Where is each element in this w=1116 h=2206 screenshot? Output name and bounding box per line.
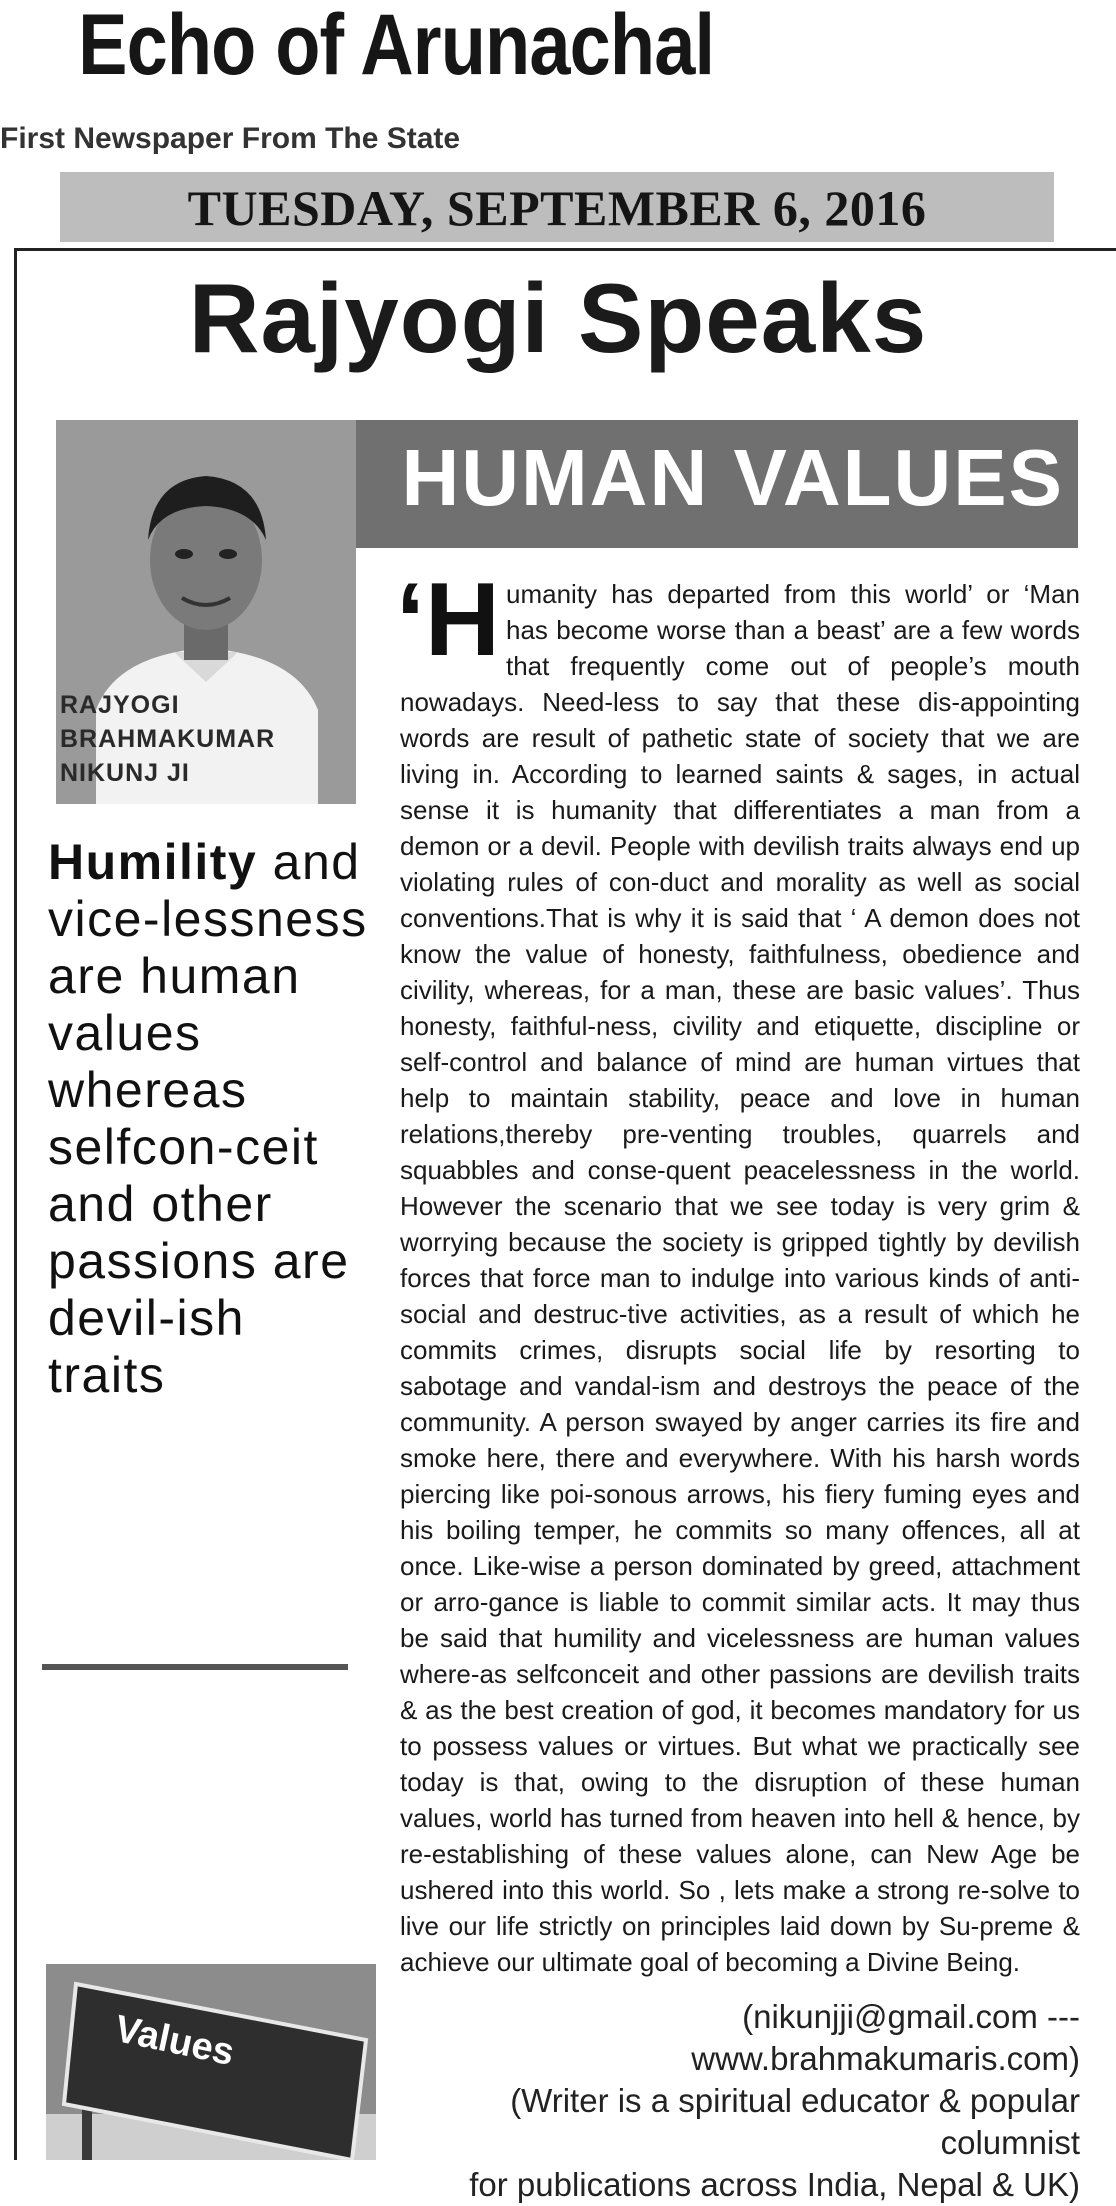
author-contact — [400, 1996, 1080, 2206]
pull-quote-lead: Humility — [48, 834, 258, 890]
author-name-line: NIKUNJ JI — [60, 759, 190, 787]
bio-line: (Writer is a spiritual educator & popular columnist — [510, 2082, 1080, 2161]
drop-cap: ‘H — [396, 562, 500, 678]
pull-quote-divider — [42, 1664, 348, 1670]
column-title: Rajyogi Speaks — [188, 263, 928, 373]
publication-date: TUESDAY, SEPTEMBER 6, 2016 — [60, 172, 1054, 242]
author-name-line: RAJYOGI — [60, 691, 180, 719]
topic-title: HUMAN VALUES — [401, 433, 1064, 522]
author-byline — [60, 688, 350, 790]
article-body — [396, 562, 1080, 1980]
newspaper-tagline: First Newspaper From The State — [0, 122, 461, 155]
sign-label: Values — [111, 2008, 238, 2075]
pull-quote — [48, 834, 368, 1404]
article-text: umanity has departed from this world’ or ‘Man has become worse than a beast’ are a few words that frequently come out of people’s mouth nowadays. Need-less to say that these dis-appointing words are result of pathetic state of society that we are living in. According to learned saints & sages, in actual sense it is humanity that differentiates a man from a demon or a devil. People with devilish traits always end up violating rules of con-duct and morality as well as social conventions.That is why it is said that ‘ A demon does not know the value of honesty, faithfulness, obedience and civility, whereas, for a man, these are basic values’. Thus honesty, faithful-ness, civility and etiquette, discipline or self-control and balance of mind are human virtues that help to maintain stability, peace and love in human relations,thereby pre-venting troubles, quarrels and squabbles and conse-quent peacelessness in the world. However the scenario that we see today is very grim & worrying because the society is gripped tightly by devilish forces that force man to indulge into various kinds of anti-social and destruc-tive activities, as a result of which he commits crimes, disrupts social life by resorting to sabotage and vandal-ism and destroys the peace of the community. A person swayed by anger carries its fire and smoke here, there and everywhere. With his harsh words piercing like poi-sonous arrows, his fiery fuming eyes and his boiling temper, he commits so many offences, all at once. Like-wise a person dominated by greed, attachment or arro-gance is liable to commit similar acts. It may thus be said that humility and vicelessness are human values where-as selfconceit and other passions are devilish traits & as the best creation of god, it becomes mandatory for us to possess values or virtues. But what we practically see today is that, owing to the disruption of these human values, world has turned from heaven into hell & hence, by re-establishing of these values alone, can New Age be ushered into this world. So , lets make a strong re-solve to live our life strictly on principles laid down by Su-preme & achieve our ultimate goal of becoming a Divine Being. — [400, 579, 1080, 1977]
author-name-line: BRAHMAKUMAR — [60, 725, 276, 753]
newspaper-name: Echo of Arunachal — [78, 0, 715, 93]
bio-line: for publications across India, Nepal & UK) — [469, 2166, 1080, 2203]
pull-quote-text: and vice-lessness are human values whereas selfcon-ceit and other passions are devil-ish traits — [48, 834, 368, 1403]
contact-line: (nikunjji@gmail.com --- www.brahmakumaris.com) — [691, 1998, 1080, 2077]
